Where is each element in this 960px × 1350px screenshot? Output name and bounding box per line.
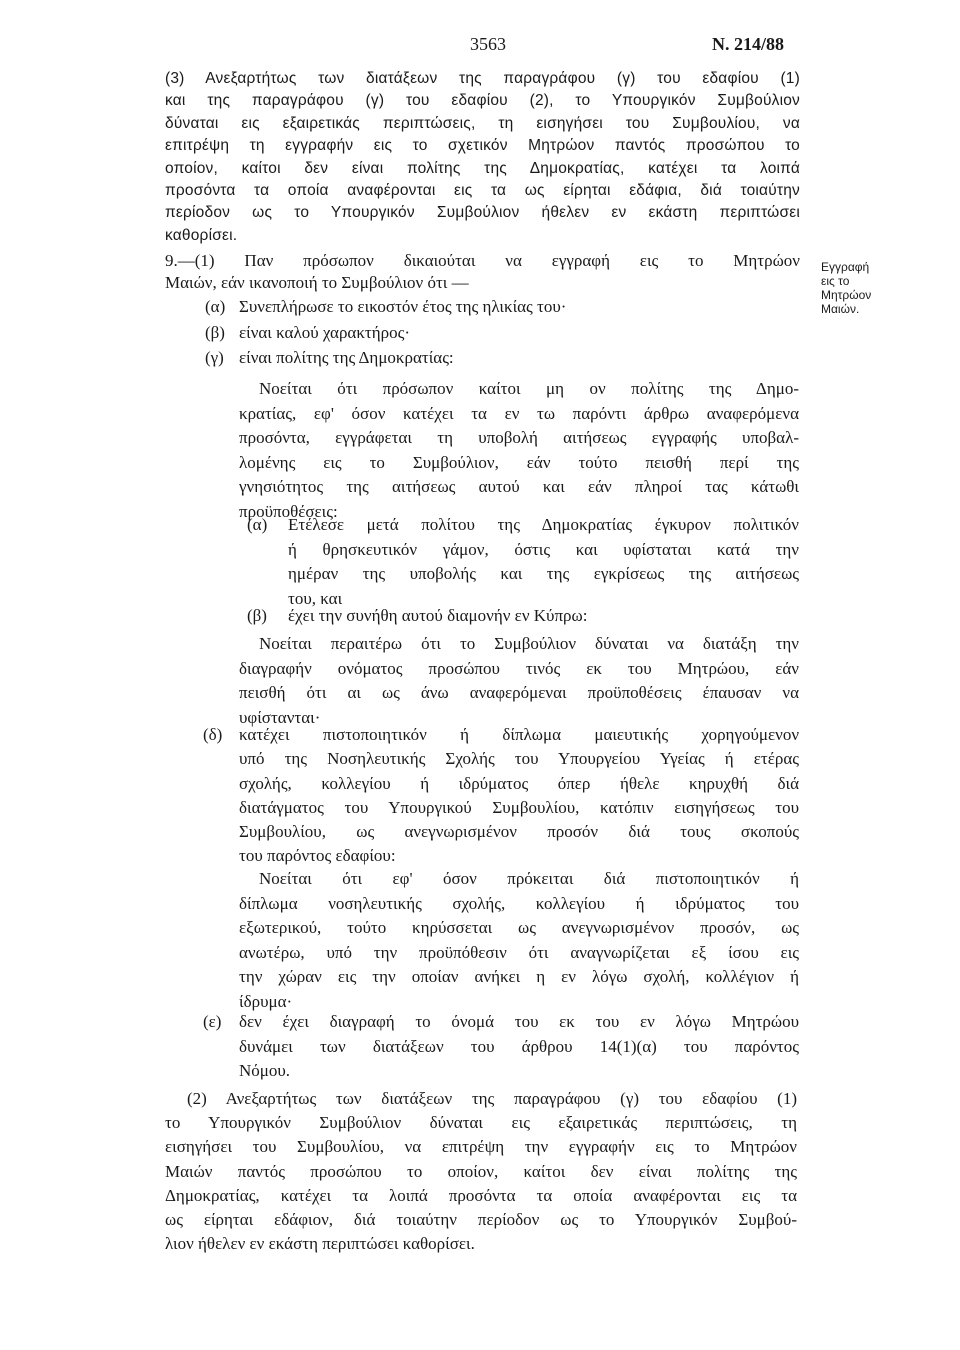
text-line: 9.—(1) Παν πρόσωπον δικαιούται να εγγραφή εις το Μητρώον	[165, 251, 800, 270]
text-line: του παρόντος εδαφίου:	[239, 846, 396, 866]
text-line: προσόντα τα οποία αναφέρονται εις τα ως είρηται εδάφια, διά τοιαύτην	[165, 182, 800, 200]
text-line: του, και	[288, 588, 343, 608]
text-line: σχολής, κολλεγίου ή ιδρύματος όπερ ήθελε κηρυχθή διά	[239, 773, 799, 793]
text-line: Νοείται ότι πρόσωπον καίτοι μη ον πολίτης της Δημο-	[259, 379, 799, 398]
text-line: ίδρυμα·	[239, 991, 293, 1011]
item-b: (β) είναι καλού χαρακτήρος·	[205, 323, 410, 342]
text-line: Δημοκρατίας, κατέχει τα λοιπά προσόντα τα οποία αναφέρονται εις τα	[165, 1185, 797, 1205]
text-line: Ετέλεσε μετά πολίτου της Δημοκρατίας έγκυρον πολιτικόν	[288, 515, 799, 534]
text-line: κρατίας, εφ' όσον κατέχει τα εν τω παρόντι άρθρω αναφερόμενα	[239, 403, 799, 423]
text-line: και της παραγράφου (γ) του εδαφίου (2), το Υπουργικόν Συμβούλιον	[165, 92, 800, 110]
sub-item-b: (β) έχει την συνήθη αυτού διαμονήν εν Κύπρω:	[247, 606, 588, 625]
text-line: Νοείται ότι εφ' όσον πρόκειται διά πιστοποιητικόν ή	[259, 869, 799, 888]
text-line: δίπλωμα νοσηλευτικής σχολής, κολλεγίου ή ιδρύματος του	[239, 893, 799, 913]
sub-item-a: (α) Ετέλεσε μετά πολίτου της Δημοκρατίας έγκυρον πολιτικόν ή θρησκευτικόν γάμον, όστις και υφίσταται κατά την ημέραν της υποβολής και της εγκρίσεως της αιτήσεως του, και	[247, 513, 799, 611]
proviso-d	[239, 867, 799, 1014]
text-line: Συμβουλίου, ως ανεγνωρισμένον προσόν διά τους σκοπούς	[239, 822, 799, 842]
text-line: περίοδον ως το Υπουργικόν Συμβούλιον ήθελεν εν εκάστη περιπτώσει	[165, 204, 800, 222]
text-line: Νοείται περαιτέρω ότι το Συμβούλιον δύναται να διατάξη την	[259, 634, 799, 653]
page-number: 3563	[470, 34, 506, 54]
text-line: καθορίσει.	[165, 226, 238, 244]
text-line: κατέχει πιστοποιητικόν ή δίπλωμα μαιευτικής χορηγούμενον	[239, 725, 799, 744]
text-line: διαγραφήν ονόματος προσώπου τινός εκ του Μητρώου, εάν	[239, 658, 799, 678]
text-line: πεισθή ότι αι ως άνω αναφερόμεναι προϋποθέσεις έπαυσαν να	[239, 683, 799, 702]
text-line: εξωτερικού, τούτο κηρύσσεται ως ανεγνωρισμένον προσόν, ως	[239, 918, 799, 937]
text-line: υφίστανται·	[239, 707, 321, 727]
text-line: Μαιών παντός προσώπου το οποίον, καίτοι δεν είναι πολίτης της	[165, 1161, 797, 1181]
text-line: λιον ήθελεν εν εκάστη περιπτώσει καθορίσει.	[165, 1234, 475, 1254]
text-line: δεν έχει διαγραφή το όνομά του εκ του εν λόγω Μητρώου	[239, 1012, 799, 1031]
text-line: επιτρέψη τη εγγραφήν εις το σχετικόν Μητρώον παντός προσώπου το	[165, 137, 800, 155]
paragraph-3	[165, 68, 800, 247]
item-c: (γ) είναι πολίτης της Δημοκρατίας:	[205, 348, 454, 367]
text-line: εισηγήσει του Συμβουλίου, να επιτρέψη την εγγραφήν εις το Μητρώον	[165, 1137, 797, 1157]
text-line: το Υπουργικόν Συμβούλιον δύναται εις εξαιρετικάς περιπτώσεις, τη	[165, 1113, 797, 1133]
text-line: Νόμου.	[239, 1061, 291, 1080]
text-line: προϋποθέσεις:	[239, 501, 338, 521]
text-line: προσόντα, εγγράφεται τη υποβολή αιτήσεως εγγραφής υποβαλ-	[239, 428, 799, 447]
text-line: (2) Ανεξαρτήτως των διατάξεων της παραγράφου (γ) του εδαφίου (1)	[187, 1089, 797, 1108]
proviso-b	[239, 632, 799, 730]
text-line: Μαιών, εάν ικανοποιή το Συμβούλιον ότι —	[165, 273, 469, 293]
text-line: ή θρησκευτικόν γάμον, όστις και υφίσταται κατά την	[288, 539, 799, 559]
item-d: (δ) κατέχει πιστοποιητικόν ή δίπλωμα μαιευτικής χορηγούμενον υπό της Νοσηλευτικής Σχολής του Υπουργείου Υγείας ή ετέρας σχολής, κολλεγίου ή ιδρύματος όπερ ήθελε κηρυχθή διά διατάγματος του Υπουργικού Συμβουλίου, κατόπιν εισηγήσεως του Συμβουλίου, ως ανεγνωρισμένον προσόν διά τους σκοπούς του παρόντος εδαφίου:	[203, 723, 799, 869]
text-line: ως είρηται εδάφιον, διά τοιαύτην περίοδον ως το Υπουργικόν Συμβού-	[165, 1210, 797, 1230]
text-line: υπό της Νοσηλευτικής Σχολής του Υπουργείου Υγείας ή ετέρας	[239, 749, 799, 769]
item-e: (ε) δεν έχει διαγραφή το όνομά του εκ του εν λόγω Μητρώου δυνάμει των διατάξεων του άρθρου 14(1)(α) του παρόντος Νόμου.	[203, 1010, 799, 1084]
text-line: ανωτέρω, υπό την προϋπόθεσιν ότι αναγνωρίζεται εξ ίσου εις	[239, 942, 799, 962]
text-line: την χώραν εις την οποίαν ανήκει η εν λόγω σχολή, κολλέγιον ή	[239, 967, 799, 986]
text-line: οποίον, καίτοι δεν είναι πολίτης της Δημοκρατίας, κατέχει τα λοιπά	[165, 159, 800, 177]
text-line: (3) Ανεξαρτήτως των διατάξεων της παραγράφου (γ) του εδαφίου (1)	[165, 70, 800, 87]
section-9-intro	[165, 250, 800, 295]
text-line: δύναται εις εξαιρετικάς περιπτώσεις, τη εισηγήσει του Συμβουλίου, να	[165, 114, 800, 132]
proviso-c	[239, 377, 799, 524]
paragraph-2	[165, 1087, 797, 1256]
law-reference: Ν. 214/88	[712, 34, 784, 54]
text-line: διατάγματος του Υπουργικού Συμβουλίου, κατόπιν εισηγήσεως του	[239, 797, 799, 817]
margin-note: Εγγραφή εις το Μητρώον Μαιών.	[821, 260, 872, 316]
text-line: δυνάμει των διατάξεων του άρθρου 14(1)(α) του παρόντος	[239, 1036, 799, 1056]
item-a: (α) Συνεπλήρωσε το εικοστόν έτος της ηλικίας του·	[205, 297, 567, 316]
text-line: γνησιότητος της αιτήσεως αυτού και εάν πληροί τας κάτωθι	[239, 477, 799, 496]
text-line: ημέραν της υποβολής και της εγκρίσεως της αιτήσεως	[288, 564, 799, 583]
text-line: λομένης εις το Συμβούλιον, εάν τούτο πεισθή περί της	[239, 452, 799, 472]
